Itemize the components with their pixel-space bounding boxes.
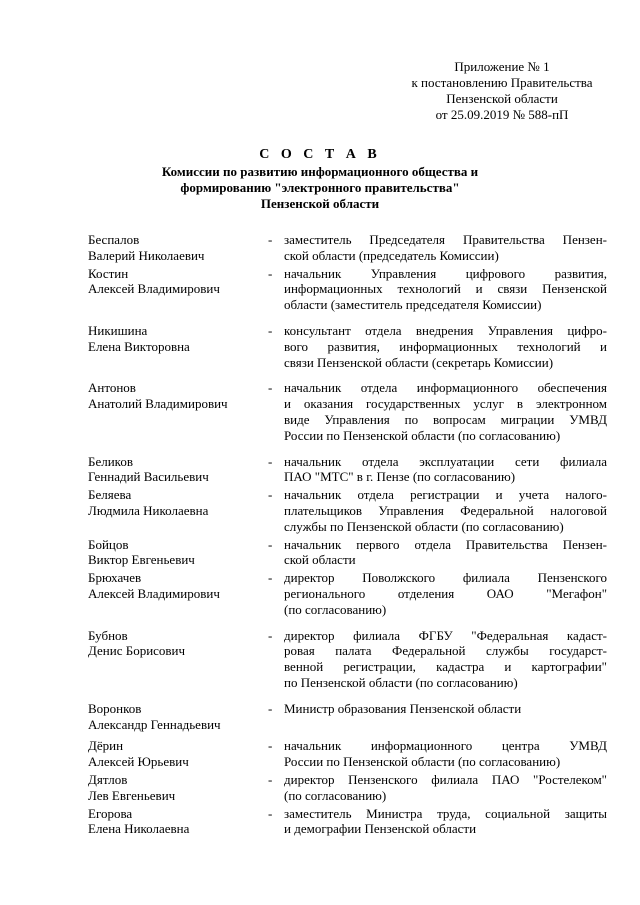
member-role-line: (по согласованию) <box>284 601 387 617</box>
member-role-line: России по Пензенской области (по согласованию) <box>284 754 561 770</box>
member-row <box>88 806 608 838</box>
heading-line: Комиссии по развитию информационного общества и <box>161 164 479 179</box>
member-role-line: службы по Пензенской области (по согласованию) <box>284 518 564 534</box>
member-role-line: директор Пензенского филиала ПАО "Ростелеком" <box>284 771 607 787</box>
member-name-line: Алексей Владимирович <box>88 585 220 601</box>
appendix-line: к постановлению Правительства <box>411 75 593 90</box>
member-name <box>88 701 268 733</box>
member-role-line: ской области (председатель Комиссии) <box>284 247 499 263</box>
member-dash: - <box>268 627 273 643</box>
member-role-line: венной регистрации, кадастра и картографии" <box>284 659 607 675</box>
member-name <box>88 487 268 519</box>
member-role <box>284 454 607 486</box>
member-role-line: регионального отделения ОАО "Мегафон" <box>284 585 607 601</box>
member-row <box>88 266 608 313</box>
member-name-line: Костин <box>88 265 129 281</box>
member-name-line: Виктор Евгеньевич <box>88 552 195 568</box>
member-dash: - <box>268 453 273 469</box>
member-role-line: директор Поволжского филиала Пензенского <box>284 570 607 586</box>
member-name-line: Воронков <box>88 700 142 716</box>
document-title: С О С Т А В <box>259 147 381 162</box>
member-row <box>88 701 608 733</box>
member-role-line: начальник отдела информационного обеспечения <box>284 380 607 396</box>
member-name-line: Алексей Юрьевич <box>88 754 189 770</box>
member-row <box>88 487 608 534</box>
member-dash: - <box>268 265 273 281</box>
member-dash: - <box>268 380 273 396</box>
member-name-line: Валерий Николаевич <box>88 247 205 263</box>
member-role <box>284 537 607 569</box>
member-role-line: начальник информационного центра УМВД <box>284 738 607 754</box>
member-role-line: начальник Управления цифрового развития, <box>284 265 607 281</box>
member-name-line: Людмила Николаевна <box>88 502 209 518</box>
member-role <box>284 738 607 770</box>
member-dash: - <box>268 487 273 503</box>
heading-line: формированию "электронного правительства" <box>180 180 460 195</box>
member-name-line: Анатолий Владимирович <box>88 396 228 412</box>
member-name <box>88 772 268 804</box>
member-role-line: ской области <box>284 552 356 568</box>
member-name-line: Елена Николаевна <box>88 821 190 837</box>
member-name <box>88 537 268 569</box>
member-role-line: заместитель Министра труда, социальной защиты <box>284 805 607 821</box>
member-dash: - <box>268 322 273 338</box>
member-row <box>88 537 608 569</box>
member-dash: - <box>268 570 273 586</box>
member-name-line: Егорова <box>88 805 133 821</box>
member-name-line: Денис Борисович <box>88 643 186 659</box>
member-role-line: директор филиала ФГБУ "Федеральная кадаст- <box>284 627 607 643</box>
member-name <box>88 454 268 486</box>
member-row <box>88 323 608 370</box>
member-dash: - <box>268 232 273 247</box>
member-role-line: Министр образования Пензенской области <box>284 700 522 716</box>
member-name <box>88 232 268 264</box>
member-role-line: консультант отдела внедрения Управления цифро- <box>284 322 607 338</box>
member-name-line: Геннадий Васильевич <box>88 469 209 485</box>
member-role <box>284 380 607 443</box>
member-name-line: Дятлов <box>88 771 128 787</box>
member-name-line: Бубнов <box>88 627 128 643</box>
member-dash: - <box>268 536 273 552</box>
member-row <box>88 454 608 486</box>
member-name-line: Александр Геннадьевич <box>88 716 221 732</box>
member-name <box>88 570 268 602</box>
member-row <box>88 232 608 264</box>
member-dash: - <box>268 771 273 787</box>
member-name <box>88 266 268 298</box>
member-dash: - <box>268 738 273 754</box>
member-role-line: ровая палата Федеральной службы государст- <box>284 643 607 659</box>
member-name-line: Беспалов <box>88 232 140 247</box>
member-name-line: Елена Викторовна <box>88 338 190 354</box>
member-name <box>88 380 268 412</box>
member-role-line: информационных технологий и связи Пензенской <box>284 281 607 297</box>
member-role-line: вого развития, информационных технологий и <box>284 338 607 354</box>
member-role <box>284 701 607 717</box>
member-role <box>284 570 607 617</box>
member-name <box>88 806 268 838</box>
appendix-line: Пензенской области <box>446 91 558 106</box>
member-role-line: и демографии Пензенской области <box>284 821 477 837</box>
member-row <box>88 628 608 691</box>
heading-line: Пензенской области <box>260 196 380 211</box>
member-name-line: Бойцов <box>88 536 129 552</box>
member-role-line: виде Управления по вопросам миграции УМВД <box>284 411 607 427</box>
members-list <box>88 232 608 837</box>
member-role <box>284 232 607 264</box>
member-role-line: и оказания государственных услуг в электронном <box>284 396 607 412</box>
member-name <box>88 738 268 770</box>
member-role <box>284 628 607 691</box>
appendix-line: от 25.09.2019 № 588-пП <box>435 107 569 122</box>
member-name <box>88 323 268 355</box>
member-role-line: России по Пензенской области (по согласованию) <box>284 427 561 443</box>
member-name <box>88 628 268 660</box>
appendix-block <box>380 59 624 123</box>
member-role-line: по Пензенской области (по согласованию) <box>284 674 518 690</box>
member-name-line: Никишина <box>88 322 148 338</box>
member-role-line: плательщиков Управления Федеральной налоговой <box>284 502 607 518</box>
member-dash: - <box>268 805 273 821</box>
member-name-line: Дёрин <box>88 738 124 754</box>
member-role <box>284 487 607 534</box>
member-row <box>88 772 608 804</box>
member-row <box>88 570 608 617</box>
document-heading <box>120 146 520 212</box>
member-role <box>284 772 607 804</box>
member-name-line: Беляева <box>88 487 132 503</box>
member-row <box>88 380 608 443</box>
member-role-line: начальник отдела эксплуатации сети филиала <box>284 453 607 469</box>
member-name-line: Алексей Владимирович <box>88 281 220 297</box>
member-name-line: Беликов <box>88 453 133 469</box>
member-role <box>284 806 607 838</box>
member-role <box>284 323 607 370</box>
member-role-line: ПАО "МТС" в г. Пензе (по согласованию) <box>284 469 516 485</box>
member-row <box>88 738 608 770</box>
member-name-line: Лев Евгеньевич <box>88 787 176 803</box>
member-name-line: Брюхачев <box>88 570 142 586</box>
appendix-line: Приложение № 1 <box>454 59 550 74</box>
member-role-line: области (заместитель председателя Комиссии) <box>284 297 542 313</box>
member-role-line: связи Пензенской области (секретарь Комиссии) <box>284 354 554 370</box>
member-dash: - <box>268 700 273 716</box>
member-role <box>284 266 607 313</box>
member-role-line: (по согласованию) <box>284 787 387 803</box>
member-role-line: заместитель Председателя Правительства Пензен- <box>284 232 607 247</box>
member-role-line: начальник первого отдела Правительства Пензен- <box>284 536 607 552</box>
member-role-line: начальник отдела регистрации и учета налого- <box>284 487 607 503</box>
member-name-line: Антонов <box>88 380 136 396</box>
